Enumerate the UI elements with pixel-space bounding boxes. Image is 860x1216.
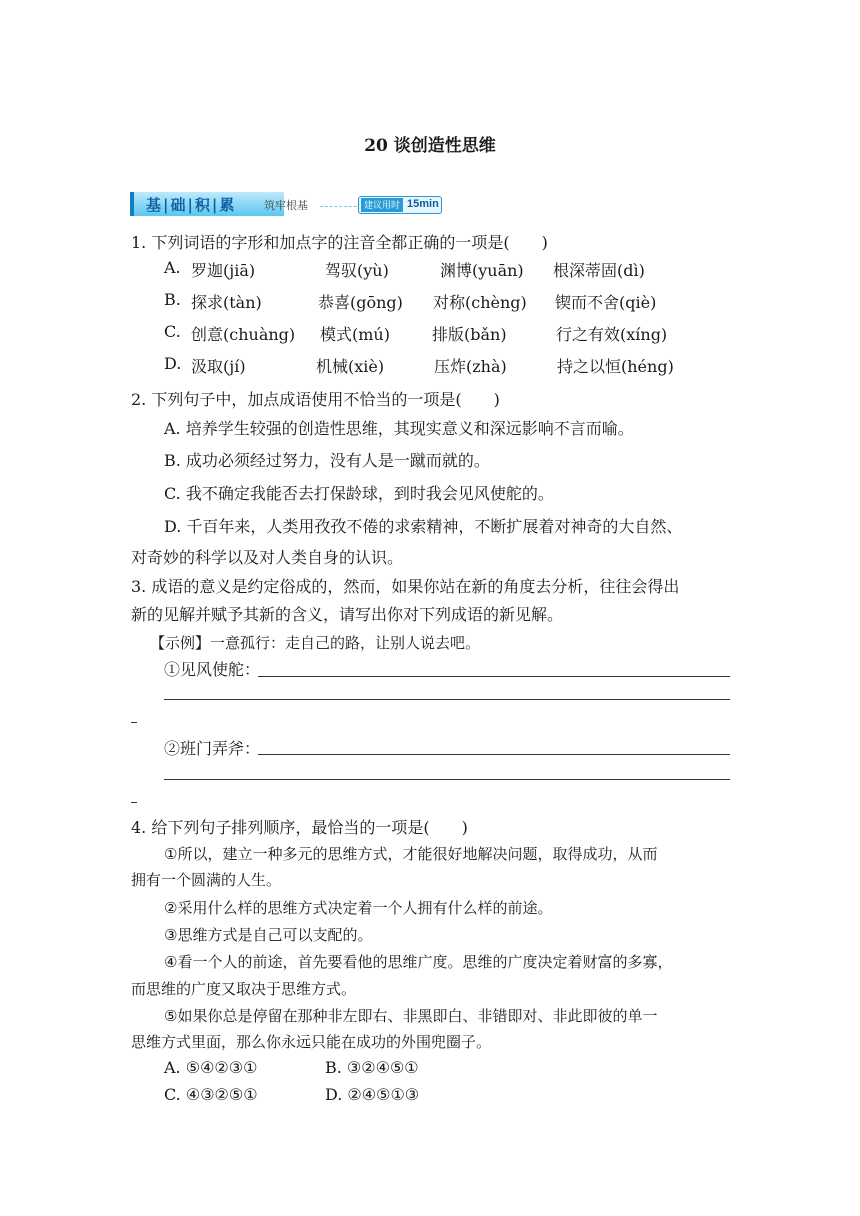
q4-sentence-1: ①所以，建立一种多元的思维方式，才能很好地解决问题，取得成功，从而 <box>164 845 658 863</box>
q3-item2-answer-line-2[interactable] <box>164 779 730 780</box>
q4-option-a: A. ⑤④②③① <box>164 1058 258 1077</box>
q2-option-a: A. 培养学生较强的创造性思维，其现实意义和深远影响不言而喻。 <box>164 419 634 438</box>
q1-option-item: 持之以恒(héng) <box>557 357 674 376</box>
q1-option-item: 锲而不舍(qiè) <box>555 293 657 312</box>
q4-sentence-4-continued: 而思维的广度又取决于思维方式。 <box>131 980 357 998</box>
q1-option-item: 模式(mú) <box>320 325 390 344</box>
suggested-time-badge <box>358 196 442 214</box>
q2-option-d: D. 千百年来，人类用孜孜不倦的求索精神，不断扩展着对神奇的大自然、 <box>164 517 683 536</box>
q1-option-item: 排版(bǎn) <box>432 325 507 344</box>
q3-stem-line2: 新的见解并赋予其新的含义，请写出你对下列成语的新见解。 <box>131 605 564 624</box>
q4-sentence-3: ③思维方式是自己可以支配的。 <box>164 926 373 944</box>
q1-option-item: 罗迦(jiā) <box>191 261 256 280</box>
q1-option-item: 恭喜(gōng) <box>318 293 403 312</box>
q1-stem: 1. 下列词语的字形和加点字的注音全都正确的一项是( ) <box>131 233 548 252</box>
q2-stem: 2. 下列句子中，加点成语使用不恰当的一项是( ) <box>131 390 500 409</box>
q4-stem: 4. 给下列句子排列顺序，最恰当的一项是( ) <box>131 818 468 837</box>
q1-option-item: 对称(chèng) <box>433 293 527 312</box>
q1-option-letter: B. <box>164 290 181 309</box>
q1-option-item: 行之有效(xíng) <box>556 325 668 344</box>
q1-option-item: 渊博(yuān) <box>440 261 524 280</box>
q1-option-item: 汲取(jí) <box>191 357 246 376</box>
q2-option-c: C. 我不确定我能否去打保龄球，到时我会见风使舵的。 <box>164 484 554 503</box>
suggested-time-label: 建议用时 <box>361 198 403 212</box>
q1-option-letter: D. <box>164 354 182 373</box>
q2-option-b: B. 成功必须经过努力，没有人是一蹴而就的。 <box>164 451 490 470</box>
q1-option-item: 创意(chuàng) <box>191 325 296 344</box>
banner-sub-text: 筑牢根基 <box>264 199 308 212</box>
banner-main-text: 基|础|积|累 <box>146 196 237 214</box>
q3-item2-answer-line[interactable] <box>258 754 730 755</box>
q1-option-letter: C. <box>164 322 181 341</box>
q3-item1-answer-line-2[interactable] <box>164 699 730 700</box>
q3-example: 【示例】一意孤行：走自己的路，让别人说去吧。 <box>150 634 481 652</box>
q3-item2-label: ②班门弄斧： <box>164 739 261 758</box>
q1-option-item: 根深蒂固(dì) <box>553 261 645 280</box>
q4-sentence-2: ②采用什么样的思维方式决定着一个人拥有什么样的前途。 <box>164 899 553 917</box>
q1-option-item: 压炸(zhà) <box>434 357 507 376</box>
banner-main <box>130 192 284 216</box>
q1-option-item: 探求(tàn) <box>191 293 262 312</box>
q4-option-d: D. ②④⑤①③ <box>325 1085 420 1104</box>
q1-option-item: 机械(xiè) <box>316 357 385 376</box>
q3-item1-label: ①见风使舵： <box>164 660 261 679</box>
q1-option-letter: A. <box>164 258 181 277</box>
q3-item2-line-end <box>131 802 137 803</box>
q4-option-b: B. ③②④⑤① <box>325 1058 419 1077</box>
q4-sentence-1-continued: 拥有一个圆满的人生。 <box>131 871 282 889</box>
q4-sentence-4: ④看一个人的前途，首先要看他的思维广度。思维的广度决定着财富的多寡， <box>164 953 673 971</box>
q4-sentence-5: ⑤如果你总是停留在那种非左即右、非黑即白、非错即对、非此即彼的单一 <box>164 1007 658 1025</box>
q2-option-d-continued: 对奇妙的科学以及对人类自身的认识。 <box>131 548 404 567</box>
q3-stem-line1: 3. 成语的意义是约定俗成的，然而，如果你站在新的角度去分析，往往会得出 <box>131 577 680 596</box>
q3-item1-answer-line[interactable] <box>258 676 730 677</box>
q4-sentence-5-continued: 思维方式里面，那么你永远只能在成功的外围兜圈子。 <box>131 1033 492 1051</box>
suggested-time-value: 15min <box>407 198 439 210</box>
q4-option-c: C. ④③②⑤① <box>164 1085 258 1104</box>
q1-option-item: 驾驭(yù) <box>325 261 389 280</box>
q3-item1-line-end <box>131 722 137 723</box>
section-banner <box>130 192 440 216</box>
page-title: 20 谈创造性思维 <box>364 136 496 156</box>
